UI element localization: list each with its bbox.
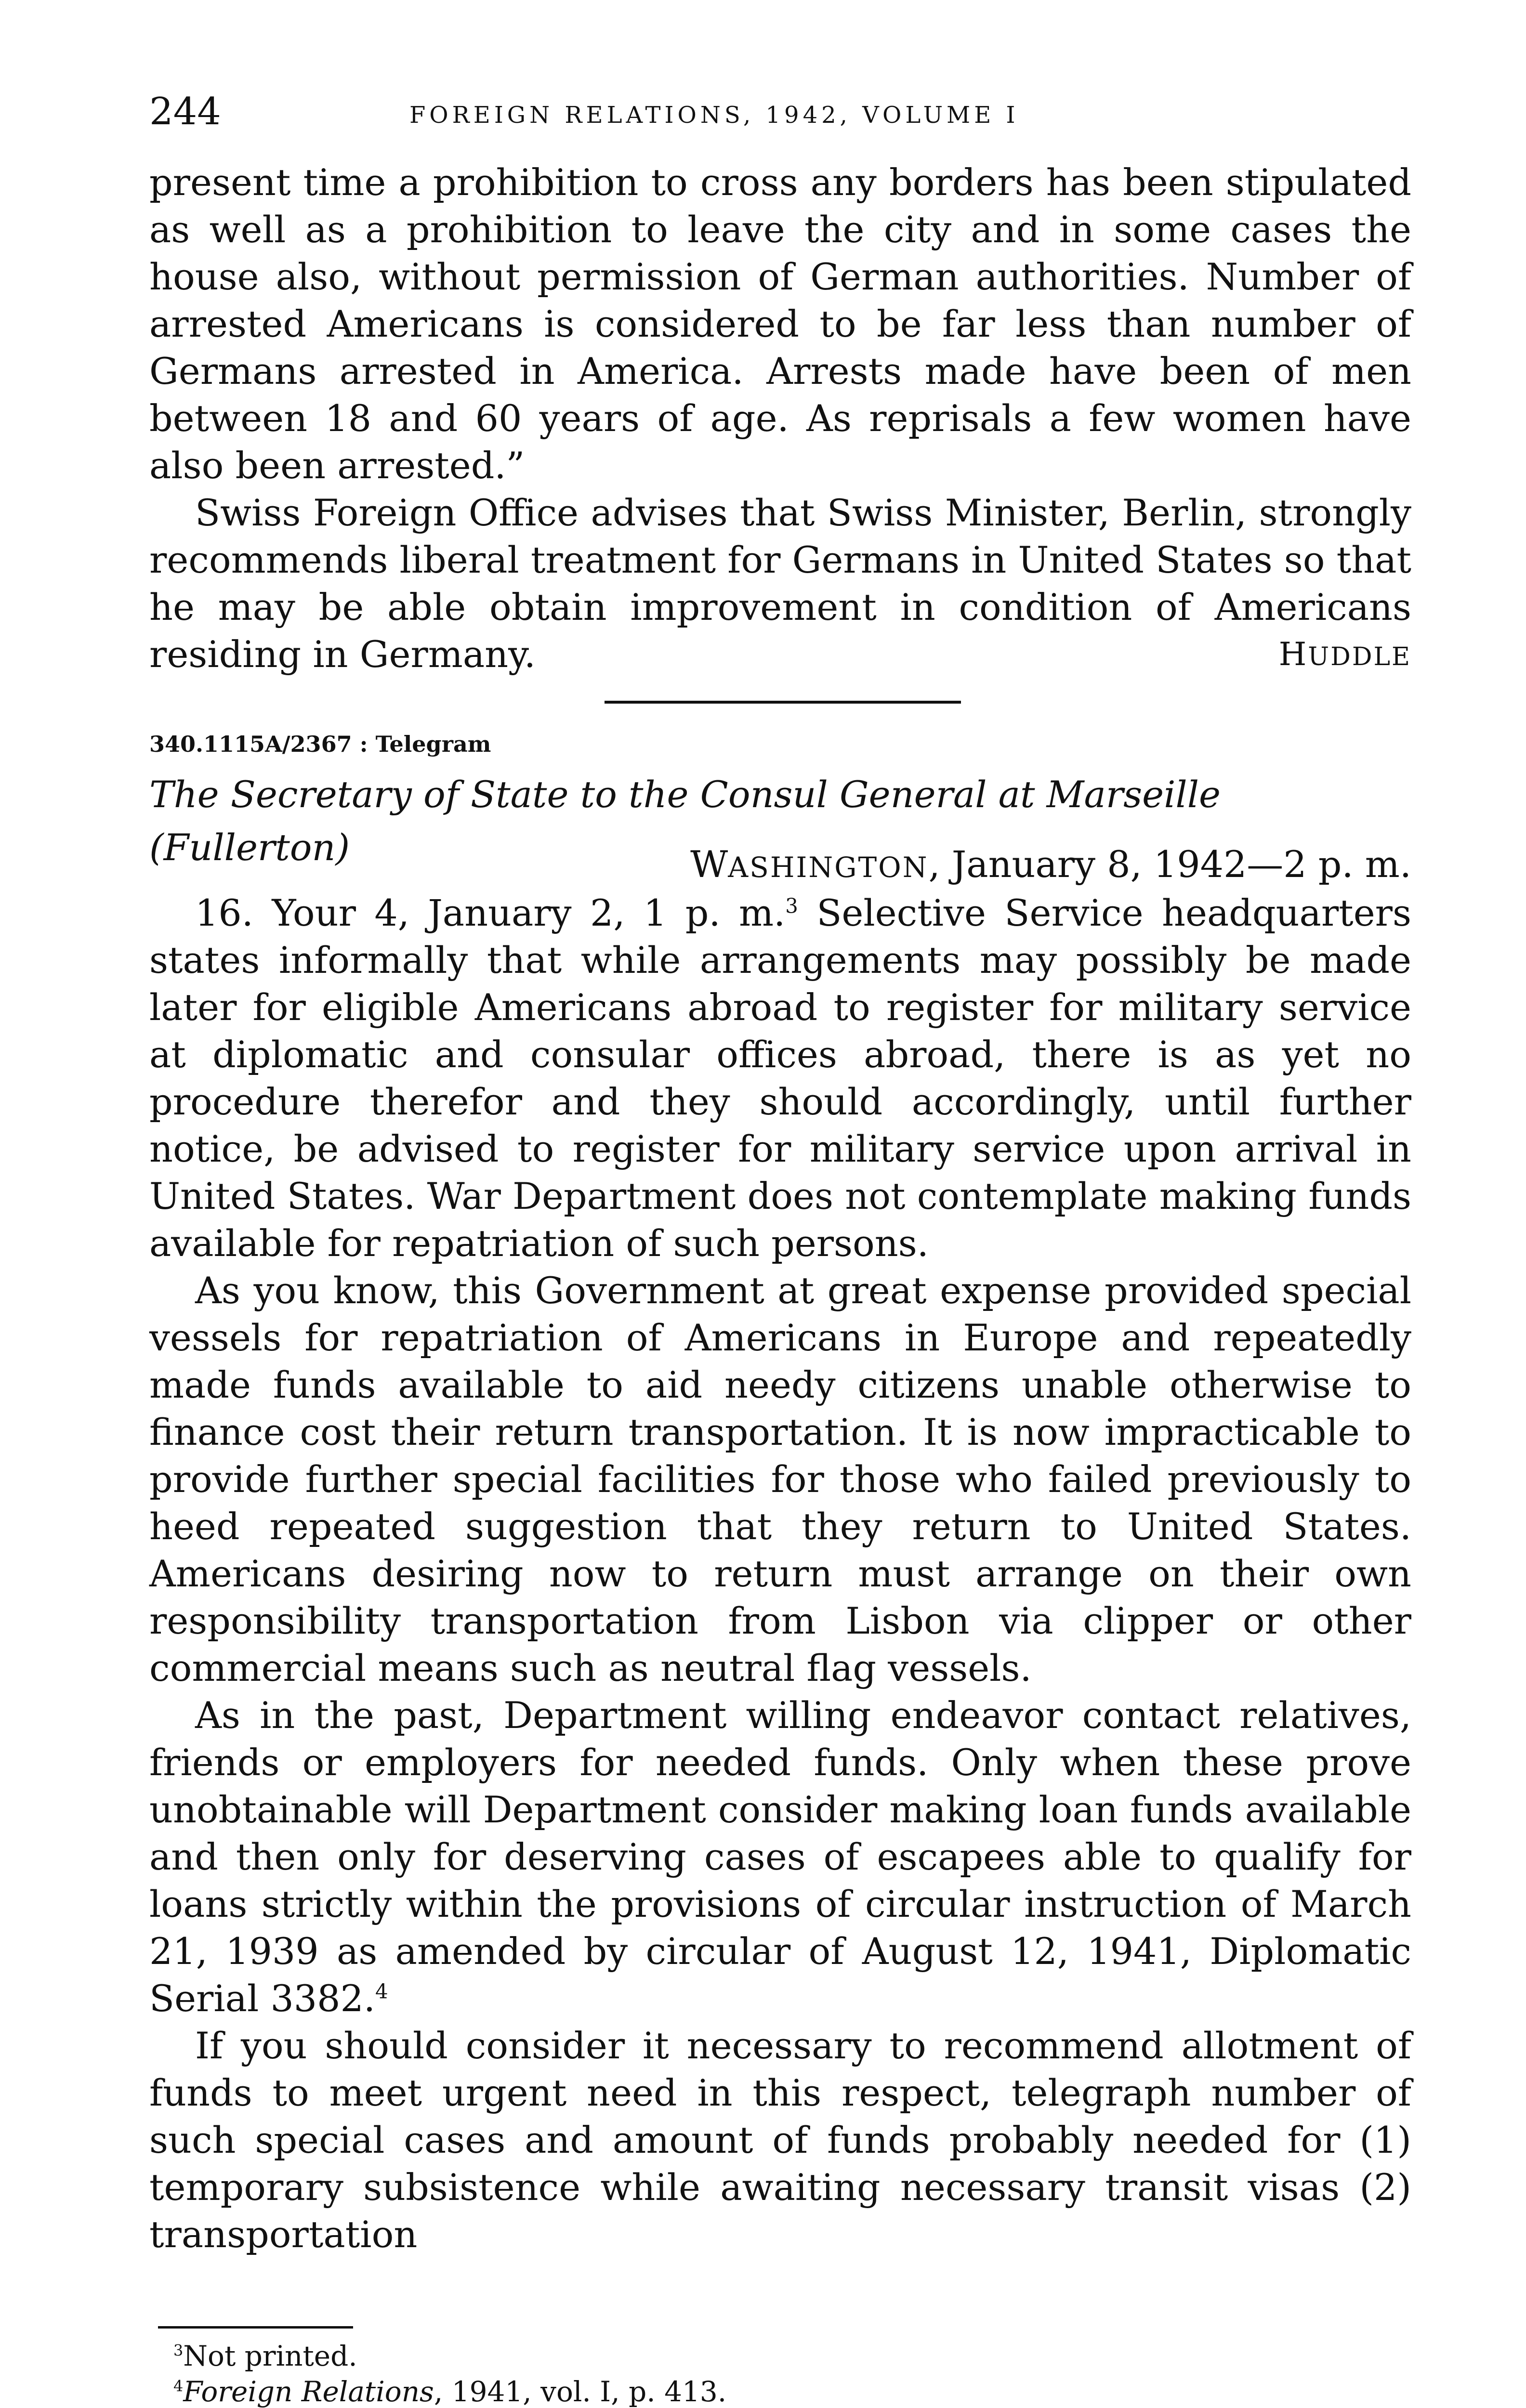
signature-initial: H <box>1278 636 1308 673</box>
dateline-date: , January 8, 1942—2 p. m. <box>928 843 1411 886</box>
footnote-marker: 3 <box>173 2341 184 2360</box>
section-divider <box>605 701 961 704</box>
footnote-3 <box>173 2338 1378 2374</box>
previous-document-continuation <box>149 159 1411 678</box>
paragraph-selective-service <box>149 890 1411 1267</box>
footnote-marker: 4 <box>173 2377 184 2395</box>
paragraph-lead: 16. Your 4, January 2, 1 p. m. <box>195 891 786 934</box>
dateline <box>690 840 1411 891</box>
paragraph-text: As in the past, Department willing endeavor contact relatives, friends or employers for needed funds. Only when these prove unobtainable will Department consider making loan funds available and then only for deserving cases of escapees able to qualify for loans strictly within the provisions of circular instruction of March 21, 1939 as amended by circular of August 12, 1941, Diplomatic Serial 3382. <box>149 1694 1411 2020</box>
document-title: The Secretary of State to the Consul General at Marseille (Fullerton) <box>149 773 1221 869</box>
dateline-place-rest: ASHINGTON <box>728 851 929 884</box>
paragraph-text: Selective Service headquarters states informally that while arrangements may possibly be made later for eligible Americans abroad to register for military service at diplomatic and consular offices abroad, there is as yet no procedure therefor and they should accordingly, until further notice, be advised to register for military service upon arrival in United States. War Department does not contemplate making funds available for repatriation of such persons. <box>149 891 1412 1265</box>
paragraph-swiss-office: Swiss Foreign Office advises that Swiss Minister, Berlin, strongly recommends liberal treatment for Germans in United States so that he may be able obtain improvement in condition of Americans residing in Germany. <box>149 491 1411 676</box>
footnote-text: , 1941, vol. I, p. 413. <box>434 2375 727 2408</box>
dateline-place-initial: W <box>690 843 728 886</box>
footnote-source-title: Foreign Relations <box>183 2375 434 2408</box>
footnote-ref-3[interactable]: 3 <box>785 894 798 918</box>
page-number: 244 <box>149 90 221 133</box>
footnote-ref-4[interactable]: 4 <box>375 1979 388 2003</box>
paragraph-repatriation: As you know, this Government at great expense provided special vessels for repatriation of Americans in Europe and repeatedly made funds available to aid needy citizens unable otherwise to finance cost their return transportation. It is now impracticable to provide further special facilities for those who failed previously to heed repeated suggestion that they return to United States. Americans desiring now to return must arrange on their own responsibility transportation from Lisbon via clipper or other commercial means such as neutral flag vessels. <box>149 1269 1411 1689</box>
running-title: FOREIGN RELATIONS, 1942, VOLUME I <box>409 102 1019 129</box>
page-header <box>149 88 1411 141</box>
signature <box>1279 636 1411 673</box>
signature-rest: UDDLE <box>1308 642 1411 671</box>
footnote-text: Not printed. <box>183 2340 357 2372</box>
paragraph-allotment: If you should consider it necessary to recommend allotment of funds to meet urgent need in this respect, telegraph number of such special cases and amount of funds probably needed for (1) temporary subsistence while awaiting necessary transit visas (2) transportation <box>149 2024 1411 2256</box>
footnote-4 <box>173 2374 1378 2408</box>
footnotes <box>173 2338 1378 2408</box>
telegram-body <box>149 890 1411 2258</box>
footnote-divider <box>158 2326 353 2329</box>
paragraph-continued: present time a prohibition to cross any borders has been stipulated as well as a prohibition to leave the city and in some cases the house also, without permission of German authorities. Number of arrested Americans is considered to be far less than number of Germans arrested in America. Arrests made have been of men between 18 and 60 years of age. As reprisals a few women have also been arrested.” <box>149 161 1411 487</box>
file-reference: 340.1115A/2367 : Telegram <box>149 731 491 757</box>
paragraph-loan-funds <box>149 1692 1411 2022</box>
